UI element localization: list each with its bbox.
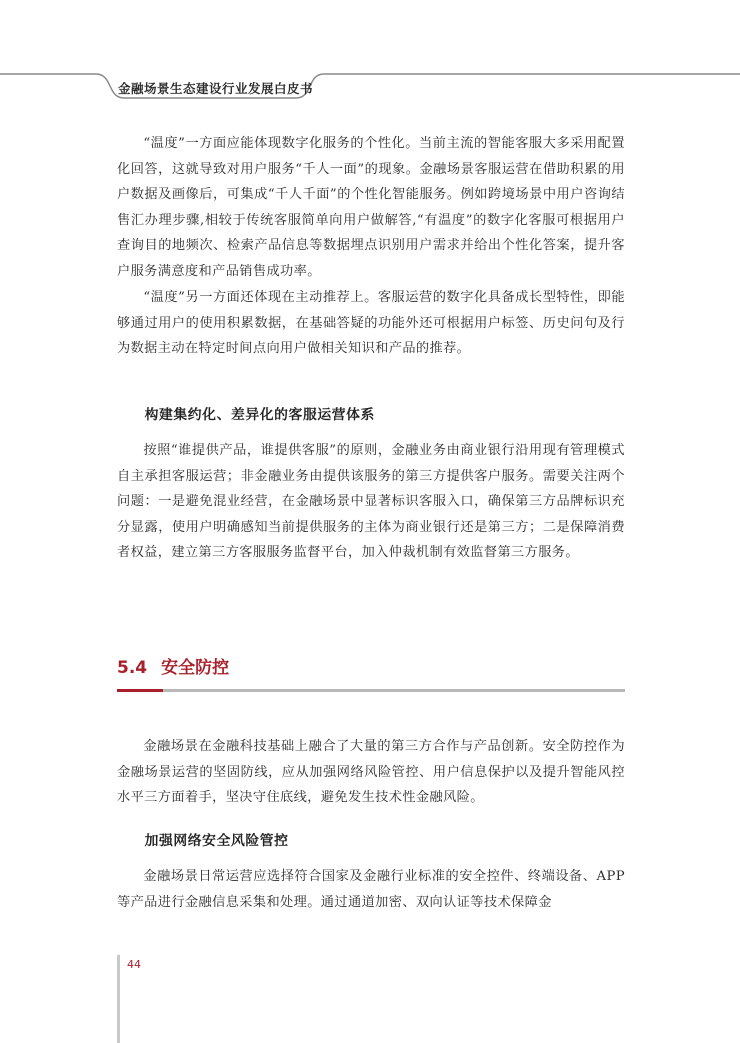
paragraph-who-provides: 按照“谁提供产品，谁提供客服”的原则，金融业务由商业银行沿用现有管理模式自主承担客服运营；非金融业务由提供该服务的第三方提供客户服务。需要关注两个问题：一是避免混业经营，在金融场景中显著标识客服入口，确保第三方品牌标识充分显露，使用户明确感知当前提供服务的主体为商业银行还是第三方；二是保障消费者权益，建立第三方客服服务监督平台，加入仲裁机制有效监督第三方服务。 [117,443,625,560]
body-content-bottom [117,864,625,915]
body-content-top [117,131,625,362]
subsection-block-1 [117,403,625,423]
section-heading-block [117,653,625,678]
paragraph-security-intro: 金融场景在金融科技基础上融合了大量的第三方合作与产品创新。安全防控作为金融场景运营的坚固防线，应从加强网络风险管控、用户信息保护以及提升智能风控水平三方面着手，坚决守住底线，避免发生技术性金融风险。 [117,739,625,805]
section-number: 5.4 [117,658,148,678]
paragraph-network-security: 金融场景日常运营应选择符合国家及金融行业标准的安全控件、终端设备、APP 等产品进行金融信息采集和处理。通过通道加密、双向认证等技术保障金 [117,869,625,910]
subsection-block-2 [117,829,625,849]
section-title: 安全防控 [161,658,230,678]
section-heading [117,653,625,678]
page-margin-bar [117,955,120,1043]
header-tab-frame [0,0,740,110]
subheading-customer-service-system: 构建集约化、差异化的客服运营体系 [144,407,375,423]
running-header-title: 金融场景生态建设行业发展白皮书 [118,81,314,96]
section-divider [117,689,625,692]
subheading-network-security: 加强网络安全风险管控 [144,833,289,849]
page-number: 44 [127,958,141,971]
paragraph-warmth-personalization: “温度”一方面应能体现数字化服务的个性化。当前主流的智能客服大多采用配置化回答，这就导致对用户服务“千人一面”的现象。金融场景客服运营在借助积累的用户数据及画像后，可集成“千人千面”的个性化智能服务。例如跨境场景中用户咨询结售汇办理步骤,相较于传统客服简单向用户做解答,“有温度”的数字化客服可根据用户查询目的地频次、检索产品信息等数据埋点识别用户需求并给出个性化答案，提升客户服务满意度和产品销售成功率。 [117,136,625,279]
body-content-mid [117,438,625,566]
body-content-section [117,734,625,811]
paragraph-warmth-proactive: “温度”另一方面还体现在主动推荐上。客服运营的数字化具备成长型特性，即能够通过用户的使用积累数据，在基础答疑的功能外还可根据用户标签、历史问句及行为数据主动在特定时间点向用户做相关知识和产品的推荐。 [117,290,625,356]
